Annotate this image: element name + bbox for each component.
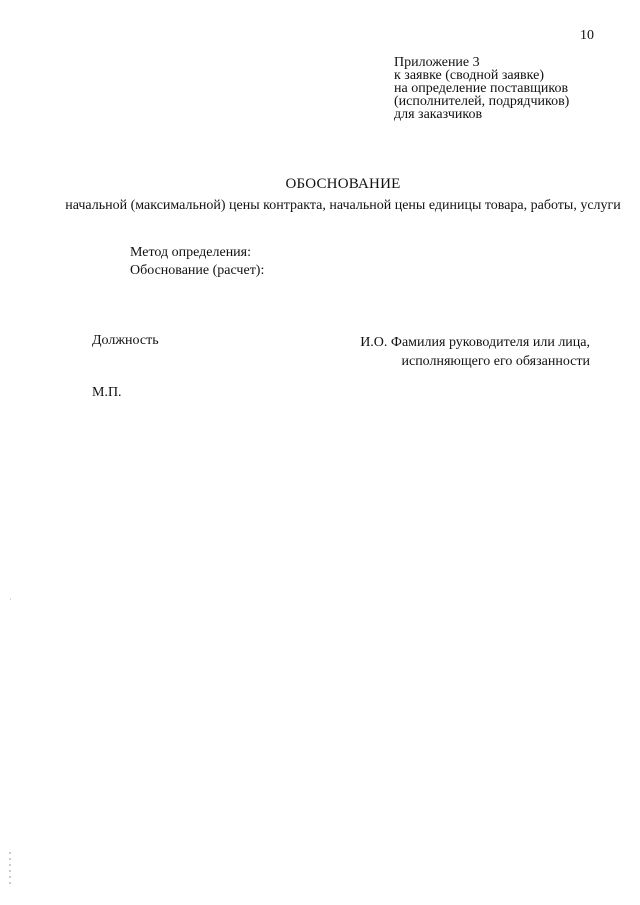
page-number: 10 — [580, 28, 594, 43]
appendix-line: (исполнителей, подрядчиков) — [394, 94, 570, 109]
signer-block — [330, 333, 590, 371]
document-subtitle: начальной (максимальной) цены контракта, начальной цены единицы товара, работы, услуги — [65, 198, 621, 213]
signer-line: И.О. Фамилия руководителя или лица, — [360, 335, 590, 350]
document-title: ОБОСНОВАНИЕ — [285, 176, 401, 192]
seal-placeholder: М.П. — [92, 385, 122, 400]
appendix-line: к заявке (сводной заявке) — [394, 68, 544, 83]
method-label: Метод определения: — [130, 245, 252, 260]
position-label: Должность — [92, 333, 159, 348]
signer-line: исполняющего его обязанности — [401, 354, 590, 369]
scan-artifact — [10, 598, 11, 600]
appendix-line: Приложение 3 — [394, 55, 480, 70]
appendix-line: для заказчиков — [394, 107, 483, 122]
scan-edge-marks — [9, 852, 11, 888]
appendix-note — [394, 56, 569, 121]
appendix-line: на определение поставщиков — [394, 81, 569, 96]
basis-label: Обоснование (расчет): — [130, 263, 265, 278]
